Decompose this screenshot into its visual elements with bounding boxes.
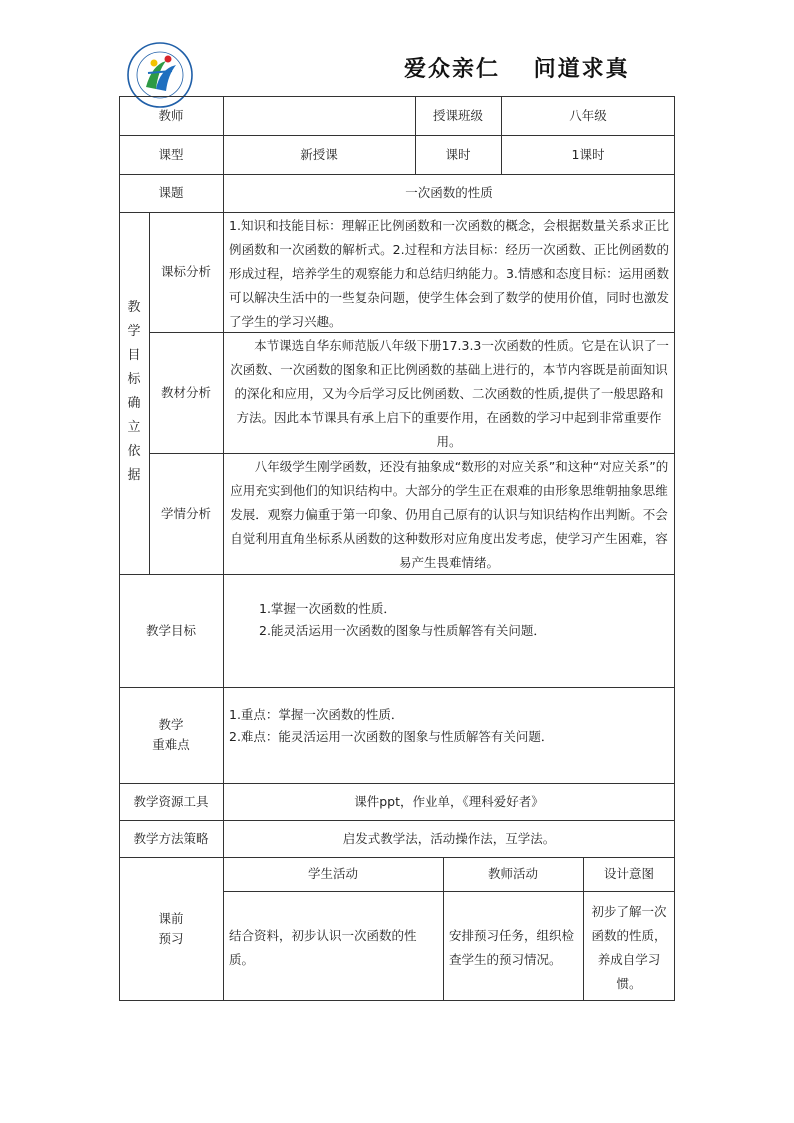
keypoints-label-line: 重难点 xyxy=(152,737,190,752)
teacher-value xyxy=(223,96,415,135)
methods-label: 教学方法策略 xyxy=(133,830,209,846)
preview-label-line: 预习 xyxy=(158,931,184,946)
lesson-plan-table xyxy=(119,96,675,1001)
student-analysis-text: 八年级学生刚学函数，还没有抽象成“数形的对应关系”和这种“对应关系”的应用充实到他们的知识结构中。大部分的学生正在艰难的由形象思维朝抽象思维发展．观察力偏重于第一印象、仍用自己原有的认识与知识结构作出判断。不会自觉利用直角坐标系从函数的这种数形对应角度出发考虑，使学习产生困难，容易产生畏难情绪。 xyxy=(230,459,669,570)
basis-label-char: 确 xyxy=(127,396,141,411)
objectives-list xyxy=(259,598,546,642)
teacher-label: 教师 xyxy=(158,107,184,123)
design-intent-header: 设计意图 xyxy=(603,866,654,881)
hours-value: 1课时 xyxy=(571,146,605,162)
preview-label xyxy=(119,857,223,1001)
basis-label-char: 教 xyxy=(127,300,141,315)
textbook-label: 教材分析 xyxy=(160,384,211,400)
class-label: 授课班级 xyxy=(432,107,483,123)
basis-label-char: 目 xyxy=(127,348,141,363)
curriculum-text: 1.知识和技能目标：理解正比例函数和一次函数的概念，会根据数量关系求正比例函数和一次函数的解析式。2.过程和方法目标：经历一次函数、正比例函数的形成过程，培养学生的观察能力和总结归纳能力。3.情感和态度目标：运用函数可以解决生活中的一些复杂问题，使学生体会到了数学的使用价值，同时也激发了学生的学习兴趣。 xyxy=(229,218,669,329)
objective-item: 2.能灵活运用一次函数的图象与性质解答有关问题． xyxy=(259,623,546,638)
basis-label-char: 据 xyxy=(127,468,141,483)
resources-value: 课件ppt，作业单，《理科爱好者》 xyxy=(354,793,544,809)
preview-label-line: 课前 xyxy=(158,911,184,926)
design-intent-text: 初步了解一次函数的性质，养成自学习惯。 xyxy=(591,904,667,991)
resources-label: 教学资源工具 xyxy=(133,793,209,809)
objective-item: 1.掌握一次函数的性质． xyxy=(259,601,396,616)
basis-label-char: 立 xyxy=(127,420,141,435)
basis-label-char: 依 xyxy=(127,444,141,459)
topic-value: 一次函数的性质 xyxy=(405,185,493,200)
curriculum-label: 课标分析 xyxy=(160,264,211,279)
keypoint-item: 1.重点：掌握一次函数的性质． xyxy=(229,707,404,722)
keypoints-label-line: 教学 xyxy=(158,717,184,732)
methods-value: 启发式教学法，活动操作法，互学法。 xyxy=(342,830,556,846)
keypoints-list xyxy=(229,704,553,748)
type-label: 课型 xyxy=(158,146,184,162)
hours-label: 课时 xyxy=(445,146,471,162)
keypoints-label xyxy=(119,687,223,783)
school-motto: 爱众亲仁 问道求真 xyxy=(404,56,630,82)
basis-label xyxy=(119,296,149,488)
objectives-label: 教学目标 xyxy=(145,622,196,638)
class-value: 八年级 xyxy=(569,107,607,123)
student-activity-text: 结合资料，初步认识一次函数的性质。 xyxy=(229,928,417,967)
keypoint-item: 2.难点：能灵活运用一次函数的图象与性质解答有关问题． xyxy=(229,729,554,744)
basis-label-char: 标 xyxy=(127,372,141,387)
student-activity-header: 学生活动 xyxy=(307,866,358,881)
topic-label: 课题 xyxy=(158,185,184,200)
basis-label-char: 学 xyxy=(127,324,141,339)
type-value: 新授课 xyxy=(300,146,338,162)
teacher-activity-header: 教师活动 xyxy=(487,866,538,881)
textbook-text: 本节课选自华东师范版八年级下册17.3.3一次函数的性质。它是在认识了一次函数、一次函数的图象和正比例函数的基础上进行的，本节内容既是前面知识的深化和应用，又为今后学习反比例函数、二次函数的性质,提供了一般思路和方法。因此本节课具有承上启下的重要作用，在函数的学习中起到非常重要作用。 xyxy=(230,338,669,449)
student-analysis-label: 学情分析 xyxy=(160,505,211,521)
teacher-activity-text: 安排预习任务，组织检查学生的预习情况。 xyxy=(449,928,575,967)
